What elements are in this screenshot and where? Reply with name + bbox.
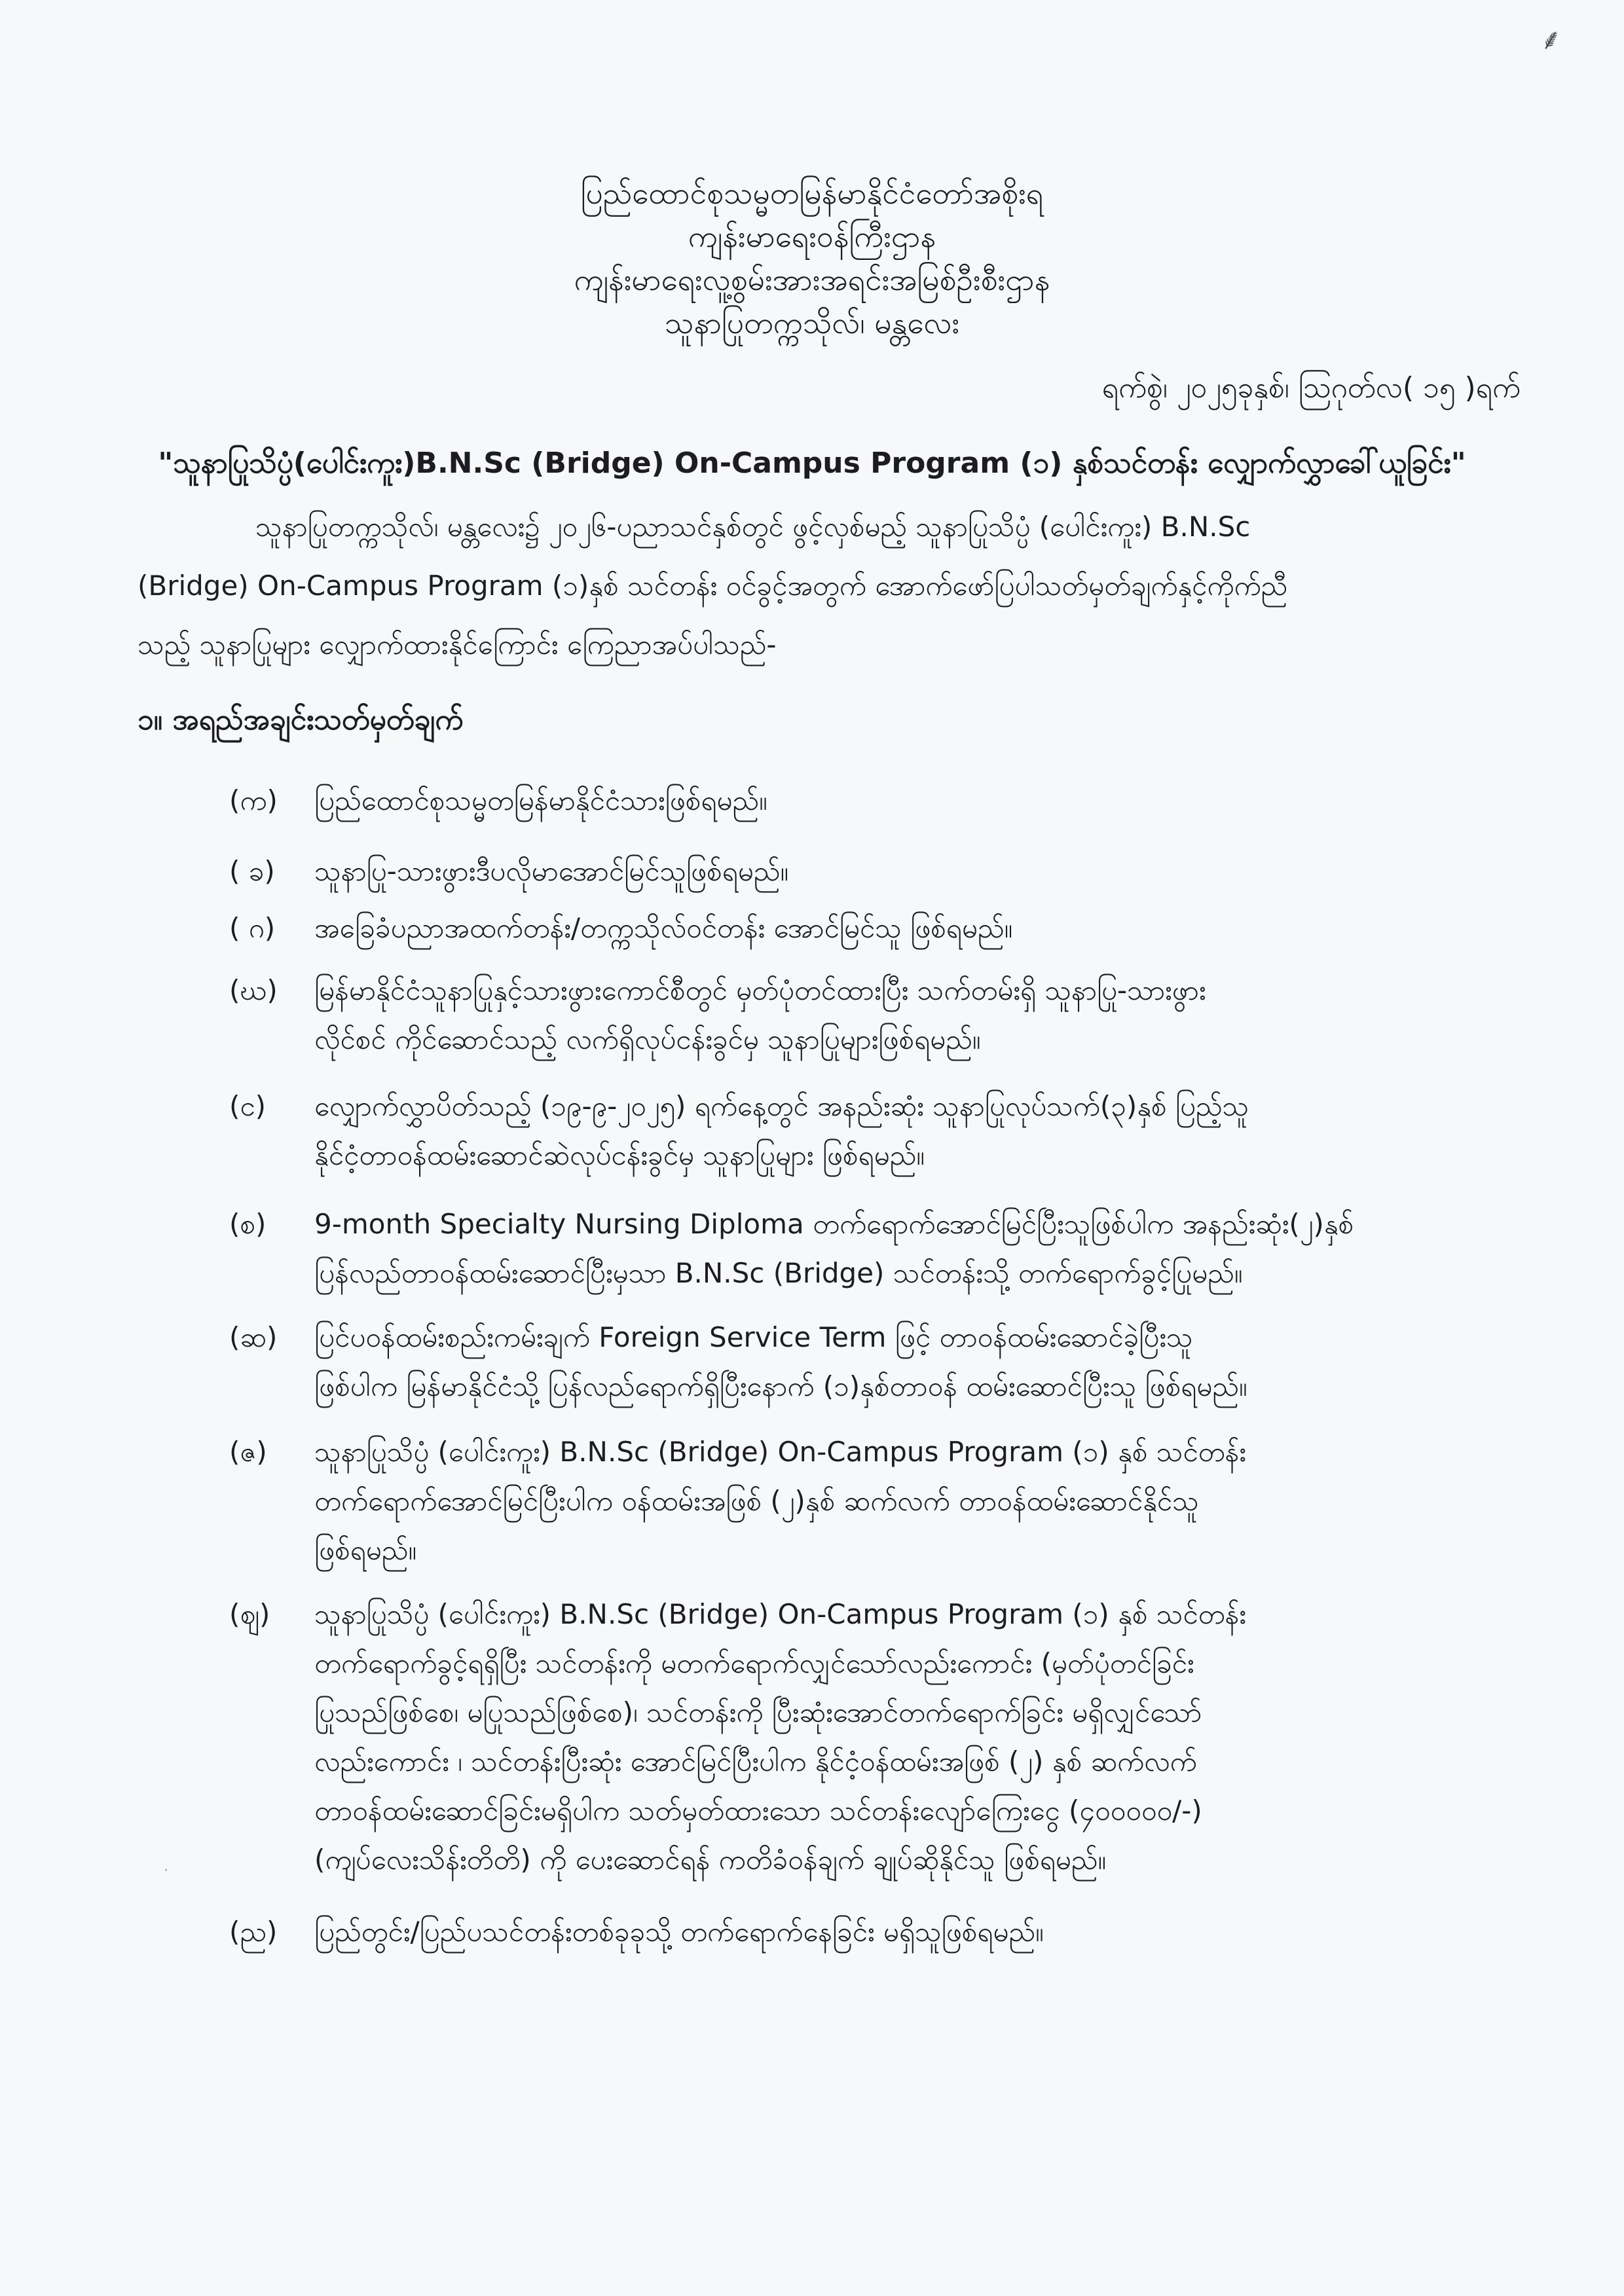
letterhead-department: ကျန်းမာရေးလူ့စွမ်းအားအရင်းအမြစ်ဦးစီးဌာန <box>574 262 1050 297</box>
item-text: သူနာပြု-သားဖွားဒီပလိုမာအောင်မြင်သူဖြစ်ရမည်။ <box>314 855 789 887</box>
item-marker: (င) <box>229 1090 267 1122</box>
letterhead-government: ပြည်ထောင်စုသမ္မတမြန်မာနိုင်ငံတော်အစိုးရ <box>580 175 1044 211</box>
qualification-item <box>229 776 1513 825</box>
intro-line: သူနာပြုတက္ကသိုလ်၊ မန္တလေး၌ ၂၀၂၆-ပညာသင်နှစ်တွင် ဖွင့်လှစ်မည့် သူနာပြုသိပ္ပံ (ပေါင်းကူး) B.N.Sc <box>255 511 1251 543</box>
letterhead-ministry: ကျန်းမာရေးဝန်ကြီးဌာန <box>688 219 936 254</box>
item-text: ပြည်တွင်း/ပြည်ပသင်တန်းတစ်ခုခုသို့ တက်ရောက်နေခြင်း မရှိသူဖြစ်ရမည်။ <box>314 1916 1044 1948</box>
item-text: ပြည်ထောင်စုသမ္မတမြန်မာနိုင်ငံသားဖြစ်ရမည်။ <box>314 784 767 816</box>
item-text: ပြင်ပဝန်ထမ်းစည်းကမ်းချက် Foreign Service Term ဖြင့် တာဝန်ထမ်းဆောင်ခဲ့ပြီးသူ ဖြစ်ပါက မြန်မာနိုင်ငံသို့ ပြန်လည်ရောက်ရှိပြီးနောက် (၁)နှစ်တာဝန် ထမ်းဆောင်ပြီးသူ ဖြစ်ရမည်။ <box>314 1321 1247 1402</box>
item-text: 9-month Specialty Nursing Diploma တက်ရောက်အောင်မြင်ပြီးသူဖြစ်ပါက အနည်းဆုံး(၂)နှစ် ပြန်လည်တာဝန်ထမ်းဆောင်ပြီးမှသာ B.N.Sc (Bridge) သင်တန်းသို့ တက်ရောက်ခွင့်ပြုမည်။ <box>314 1208 1354 1289</box>
intro-line: သည့် သူနာပြုများ လျှောက်ထားနိုင်ကြောင်း ကြေညာအပ်ပါသည်- <box>138 629 777 661</box>
corner-scribble-mark: ⸙ <box>1540 23 1562 56</box>
item-marker: ( ဂ) <box>229 912 276 944</box>
item-marker: (ဆ) <box>229 1321 278 1353</box>
qualification-item <box>229 1199 1513 1298</box>
item-text: အခြေခံပညာအထက်တန်း/တက္ကသိုလ်ဝင်တန်း အောင်မြင်သူ ဖြစ်ရမည်။ <box>314 912 1013 944</box>
document-date: ရက်စွဲ၊ ၂၀၂၅ခုနှစ်၊ ဩဂုတ်လ( ၁၅ )ရက် <box>1101 371 1521 405</box>
item-marker: (ဈ) <box>229 1598 270 1630</box>
qualification-item <box>229 1313 1513 1411</box>
item-marker: (ဇ) <box>229 1436 267 1468</box>
item-marker: (က) <box>229 784 278 816</box>
qualification-item <box>229 1427 1513 1575</box>
item-text: လျှောက်လွှာပိတ်သည့် (၁၉-၉-၂၀၂၅) ရက်နေ့တွင် အနည်းဆုံး သူနာပြုလုပ်သက်(၃)နှစ် ပြည့်သူ နိုင်ငံ့တာဝန်ထမ်းဆောင်ဆဲလုပ်ငန်းခွင်မှ သူနာပြုများ ဖြစ်ရမည်။ <box>314 1090 1249 1171</box>
item-marker: (ဃ) <box>229 974 278 1006</box>
item-marker: ( ခ) <box>229 855 275 887</box>
item-text: သူနာပြုသိပ္ပံ (ပေါင်းကူး) B.N.Sc (Bridge) On-Campus Program (၁) နှစ် သင်တန်း တက်ရောက်ခွင့်ရရှိပြီး သင်တန်းကို မတက်ရောက်လျှင်သော်လည်းကောင်း (မှတ်ပုံတင်ခြင်း ပြုသည်ဖြစ်စေ၊ မပြုသည်ဖြစ်စေ)၊ သင်တန်းကို ပြီးဆုံးအောင်တက်ရောက်ခြင်း မရှိလျှင်သော် လည်းကောင်း ၊ သင်တန်းပြီးဆုံး အောင်မြင်ပြီးပါက နိုင်ငံ့ဝန်ထမ်းအဖြစ် (၂) နှစ် ဆက်လက် တာဝန်ထမ်းဆောင်ခြင်းမရှိပါက သတ်မှတ်ထားသော သင်တန်းလျော်ကြေးငွေ (၄၀၀၀၀၀/-) (ကျပ်လေးသိန်းတိတိ) ကို ပေးဆောင်ရန် ကတိခံဝန်ချက် ချုပ်ဆိုနိုင်သူ ဖြစ်ရမည်။ <box>314 1598 1246 1876</box>
section-heading-qualifications: ၁။ အရည်အချင်းသတ်မှတ်ချက် <box>138 703 464 737</box>
intro-line: (Bridge) On-Campus Program (၁)နှစ် သင်တန်း ဝင်ခွင့်အတွက် အောက်ဖော်ပြပါသတ်မှတ်ချက်နှင့်ကိုက်ညီ <box>138 570 1288 602</box>
item-text: သူနာပြုသိပ္ပံ (ပေါင်းကူး) B.N.Sc (Bridge) On-Campus Program (၁) နှစ် သင်တန်း တက်ရောက်အောင်မြင်ပြီးပါက ဝန်ထမ်းအဖြစ် (၂)နှစ် ဆက်လက် တာဝန်ထမ်းဆောင်နိုင်သူ ဖြစ်ရမည်။ <box>314 1436 1246 1566</box>
letterhead <box>0 172 1624 344</box>
qualification-item <box>229 847 1513 896</box>
letterhead-university: သူနာပြုတက္ကသိုလ်၊ မန္တလေး <box>664 305 960 340</box>
qualification-item <box>229 1590 1513 1884</box>
document-title: "သူနာပြုသိပ္ပံ(ပေါင်းကူး)B.N.Sc (Bridge) On-Campus Program (၁) နှစ်သင်တန်း လျှောက်လွှာခေါ်ယူခြင်း" <box>158 446 1466 480</box>
scan-speck: · <box>164 1863 168 1879</box>
qualification-item <box>229 966 1513 1064</box>
item-marker: (စ) <box>229 1208 267 1240</box>
item-marker: (ည) <box>229 1916 278 1948</box>
intro-paragraph <box>138 498 1506 674</box>
item-text: မြန်မာနိုင်ငံသူနာပြုနှင့်သားဖွားကောင်စီတွင် မှတ်ပုံတင်ထားပြီး သက်တမ်းရှိ သူနာပြု-သားဖွား လိုင်စင် ကိုင်ဆောင်သည့် လက်ရှိလုပ်ငန်းခွင်မှ သူနာပြုများဖြစ်ရမည်။ <box>314 974 1206 1055</box>
qualification-item <box>229 1082 1513 1180</box>
qualification-item <box>229 1907 1513 1956</box>
qualification-item <box>229 903 1513 953</box>
